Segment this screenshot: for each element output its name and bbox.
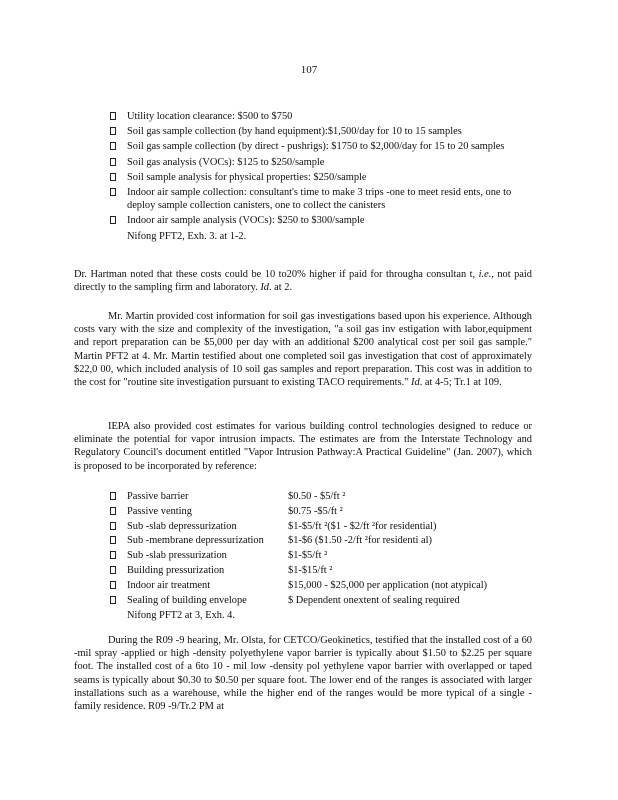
list-item: Passive venting $0.75 -$5/ft ² [108,505,528,520]
bullet-icon [110,127,116,135]
list-citation: Nifong PFT2, Exh. 3. at 1-2. [127,230,247,242]
bullet-icon [110,507,116,515]
list-item: Soil gas sample collection (by direct - pushrigs): $1750 to $2,000/day for 15 to 20 samples [108,140,528,153]
bullet-icon [110,158,116,166]
page-number: 107 [300,64,318,76]
list-item: Sealing of building envelope $ Dependent onextent of sealing required [108,594,528,609]
list-item: Indoor air sample analysis (VOCs): $250 to $300/sample [108,214,528,227]
bullet-icon [110,596,116,604]
bullet-icon [110,216,116,224]
estimates-citation: Nifong PFT2 at 3, Exh. 4. [127,610,235,621]
bullet-icon [110,536,116,544]
bullet-icon [110,173,116,181]
bullet-icon [110,188,116,196]
list-item: Sub -membrane depressurization $1-$6 ($1.50 -2/ft ²for residenti al) [108,534,528,549]
list-item: Soil sample analysis for physical properties: $250/sample [108,171,528,184]
bullet-icon [110,551,116,559]
list-item: Building pressurization $1-$15/ft ² [108,564,528,579]
bullet-icon [110,581,116,589]
list-item: Indoor air treatment $15,000 - $25,000 per application (not atypical) [108,579,528,594]
bullet-icon [110,522,116,530]
paragraph-hartman: Dr. Hartman noted that these costs could be 10 to20% higher if paid for througha consultan t, i.e., not paid directly to the sampling firm and laboratory. Id. at 2. [74,269,532,294]
bullet-icon [110,566,116,574]
list-item: Soil gas sample collection (by hand equipment):$1,500/day for 10 to 15 samples [108,125,528,138]
list-item: Soil gas analysis (VOCs): $125 to $250/sample [108,156,528,169]
bullet-icon [110,492,116,500]
bullet-icon [110,112,116,120]
list-item: Passive barrier $0.50 - $5/ft ² [108,490,528,505]
list-item: Sub -slab depressurization $1-$5/ft ²($1 - $2/ft ²for residential) [108,520,528,535]
list-item: Utility location clearance: $500 to $750 [108,110,528,123]
estimate-list [108,490,528,608]
cost-item-list [108,110,528,245]
bullet-icon [110,142,116,150]
list-item: Indoor air sample collection: consultant's time to make 3 trips -one to meet resid ents, one to deploy sample collection canisters, one to collect the canisters [108,186,528,212]
paragraph-martin: Mr. Martin provided cost information for soil gas investigations based upon his experience. Although costs vary with the size and complexity of the investigation, "a soil gas inv estigation with labor,equipment and report preparation can be $5,000 per day with an additional $200 analytical cost per soil gas sample." Martin PFT2 at 4. Mr. Martin testified about one completed soil gas investigation that cost of approximately $22,0 00, which included analysis of 10 soil gas samples and report preparation. This cost was in addition to the cost for "routine site investigation pursuant to existing TACO requirements." Id. at 4-5; Tr.1 at 109. [74,311,532,389]
paragraph-olsta: During the R09 -9 hearing, Mr. Olsta, for CETCO/Geokinetics, testified that the installed cost of a 60 -mil spray -applied or high -density polyethylene vapor barrier is typically about $1.50 to $2.25 per square foot. The installed cost of a 6to 10 - mil low -density pol yethylene vapor barrier with overlapped or taped seams is typically about $0.30 to $0.50 per square foot. The lower end of the ranges is associated with larger installations such as a warehouse, while the higher end of the ranges would be more typical of a single -family residence. R09 -9/Tr.2 PM at [74,635,532,713]
paragraph-iepa: IEPA also provided cost estimates for various building control technologies designed to reduce or eliminate the potential for vapor intrusion impacts. The estimates are from the Interstate Technology and Regulatory Council's document entitled "Vapor Intrusion Pathway:A Practical Guideline" (Jan. 2007), which is proposed to be incorporated by reference: [74,421,532,472]
list-item: Sub -slab pressurization $1-$5/ft ² [108,549,528,564]
